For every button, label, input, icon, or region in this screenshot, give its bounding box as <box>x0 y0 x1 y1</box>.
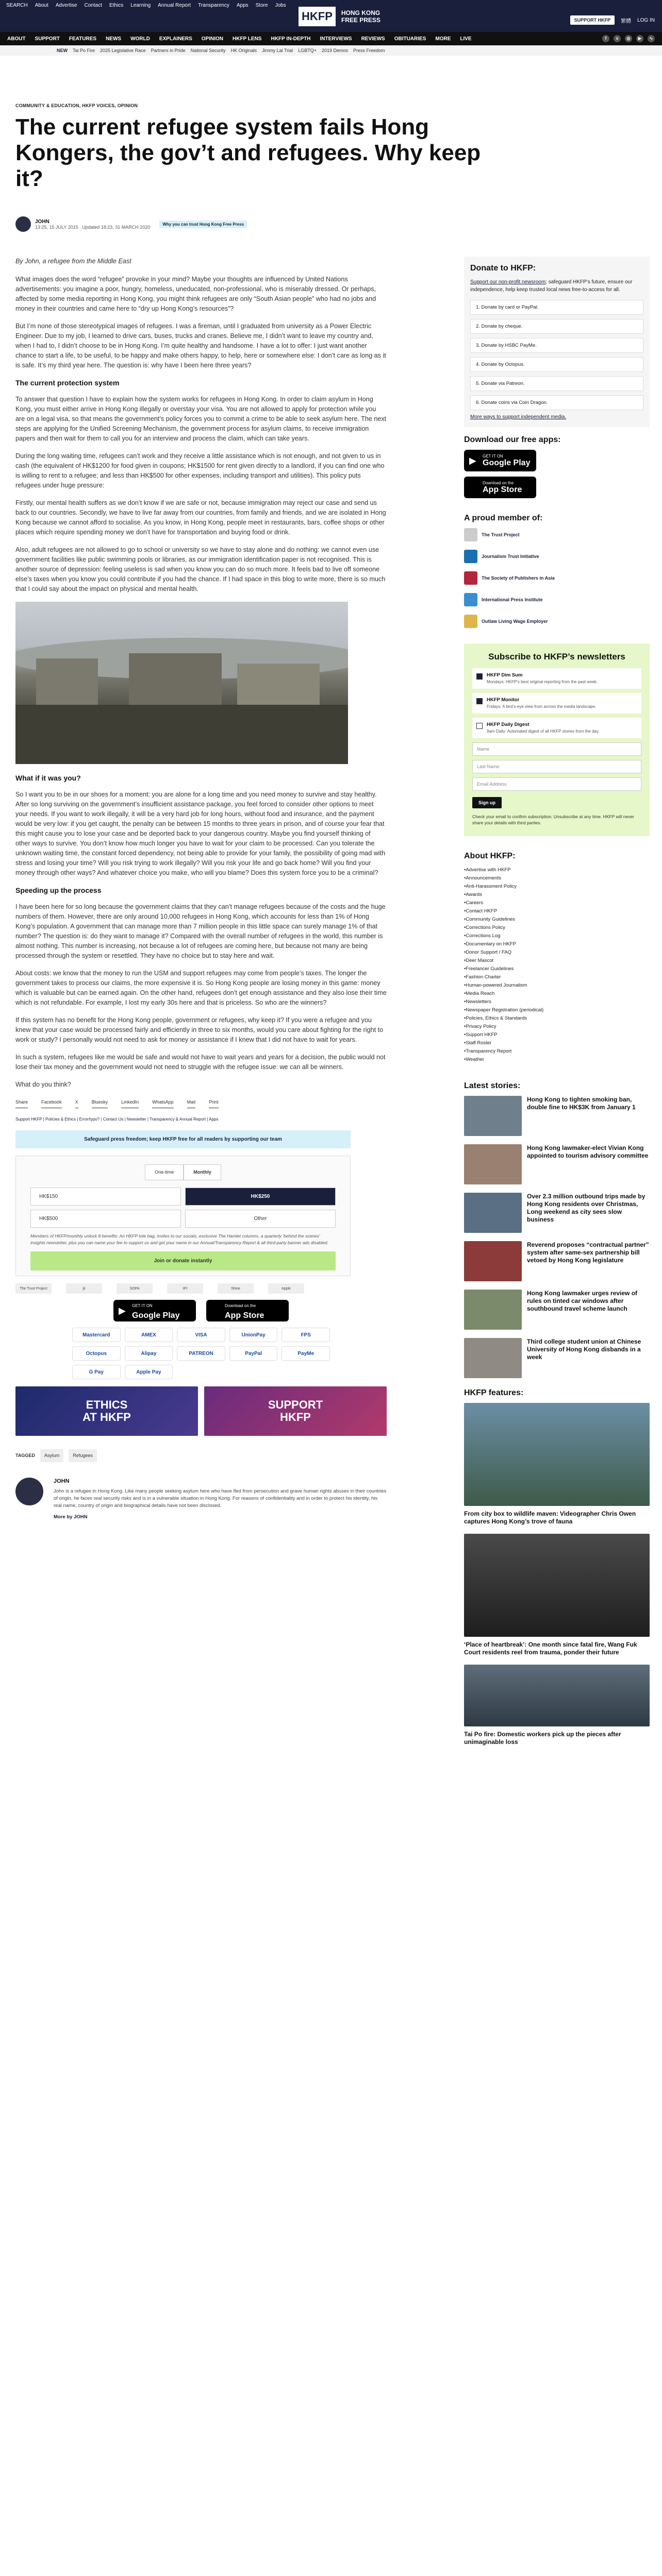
sopa-logo[interactable]: SOPA <box>117 1283 153 1294</box>
sidebar-heading: Donate to HKFP: <box>470 264 536 273</box>
share-bluesky[interactable]: Bluesky <box>92 1097 108 1108</box>
first-name-input[interactable]: Name <box>472 742 641 756</box>
payment-method[interactable]: PayMe <box>282 1346 330 1361</box>
login-link[interactable]: LOG IN <box>637 17 655 23</box>
newsletter-desc: 9am Daily: Automated digest of all HKFP stories from the day. <box>487 729 600 734</box>
sidebar-heading: Latest stories: <box>464 1081 521 1090</box>
latest-story[interactable] <box>464 1290 650 1330</box>
sidebar-app-badges <box>464 450 650 498</box>
nav-item-live[interactable]: LIVE <box>460 36 472 42</box>
promo-row <box>15 1386 387 1436</box>
frequency-toggle <box>30 1164 336 1180</box>
about-link[interactable]: • Contact HKFP <box>464 907 650 916</box>
author-avatar[interactable] <box>15 216 31 232</box>
nav-item-support[interactable]: SUPPORT <box>35 36 60 42</box>
story-headline: Hong Kong lawmaker urges review of rules on tinted car windows after southbound travel scheme launch <box>527 1290 638 1312</box>
about-link[interactable]: • Corrections Policy <box>464 924 650 932</box>
nav-item-obituaries[interactable]: OBITUARIES <box>394 36 426 42</box>
utility-link-about[interactable]: About <box>35 3 48 8</box>
payment-method[interactable]: VISA <box>177 1328 225 1342</box>
share-whatsapp[interactable]: WhatsApp <box>152 1097 174 1108</box>
publish-date: 13:25, 15 JULY 2015 <box>35 224 78 230</box>
social-icons <box>602 35 655 42</box>
donate-option[interactable]: 1. Donate by card or PayPal. <box>470 300 643 315</box>
badge-store-name: Google Play <box>132 1311 180 1320</box>
about-link[interactable]: • Human-powered Journalism <box>464 981 650 990</box>
feature-headline: From city box to wildlife maven: Videographer Chris Owen captures Hong Kong’s trove of fauna <box>464 1510 636 1525</box>
story-headline: Reverend proposes “contractual partner” system after same-sex partnership bill vetoed by Hong Kong legislature <box>527 1241 649 1264</box>
nav-item-reviews[interactable]: REVIEWS <box>361 36 385 42</box>
utility-link-advertise[interactable]: Advertise <box>55 3 77 8</box>
share-mail[interactable]: Mail <box>187 1097 196 1108</box>
language-toggle[interactable]: 繁體 <box>621 18 632 24</box>
about-link[interactable]: • Awards <box>464 891 650 899</box>
about-link[interactable]: • Policies, Ethics & Standards <box>464 1014 650 1023</box>
nav-item-more[interactable]: MORE <box>435 36 451 42</box>
share-label: Share <box>15 1097 28 1108</box>
author-box <box>15 1478 387 1521</box>
member-label: The Trust Project <box>482 532 520 537</box>
trending-item[interactable]: LGBTQ+ <box>298 48 317 53</box>
member-item[interactable] <box>464 550 650 563</box>
nav-item-in-depth[interactable]: HKFP IN-DEPTH <box>271 36 311 42</box>
member-list <box>464 528 650 628</box>
google-play-icon: ▶ <box>119 1306 126 1316</box>
app-store-badge[interactable] <box>206 1300 289 1321</box>
rss-icon[interactable]: ∿ <box>648 35 655 42</box>
nav-item-features[interactable]: FEATURES <box>69 36 97 42</box>
nav-item-interviews[interactable]: INTERVIEWS <box>320 36 352 42</box>
apple-icon <box>469 482 478 493</box>
donate-option[interactable]: 6. Donate coins via Coin Dragon. <box>470 395 643 410</box>
trending-item[interactable]: HK Originals <box>230 48 257 53</box>
trending-label: NEW <box>57 48 68 53</box>
tags-row <box>15 1449 387 1462</box>
trending-item[interactable]: Partners in Pride <box>151 48 186 53</box>
facebook-icon[interactable]: f <box>602 35 609 42</box>
hkfp-features <box>464 1388 650 1746</box>
badge-store-name: Google Play <box>483 458 531 467</box>
latest-story[interactable] <box>464 1193 650 1233</box>
about-link[interactable]: • Staff Roster <box>464 1039 650 1047</box>
about-link[interactable]: • Newspaper Registration (periodical) <box>464 1006 650 1014</box>
checkbox-checked[interactable] <box>476 673 483 680</box>
about-link[interactable]: • Newsletters <box>464 998 650 1006</box>
story-thumbnail <box>464 1193 522 1233</box>
about-link[interactable]: • Corrections Log <box>464 932 650 940</box>
utility-link-jobs[interactable]: Jobs <box>275 3 286 8</box>
paragraph: I have been here for so long because the government claims that they can’t manage refugees because of the costs and the huge numbers of them. However, there are only around 10,000 refugees in Hong Kong, which accounts for less than 1% of Hong Kong’s population. A government that can manage more than 7 million people in this little space can surely manage 1% of that number? The question is: do they want to manage it? Compared with the overall number of refugees in the world, this number is almost nothing. This number is increasing, not because a lot of refugees are coming here, but because not many are being processed through the system or resettled. They have no choice but to stay here and wait. <box>15 903 386 959</box>
header-actions <box>570 15 655 25</box>
donate-option[interactable]: 5. Donate via Patreon. <box>470 376 643 391</box>
paragraph: But I’m none of those stereotypical images of refugees. I was a fireman, until I graduated from university as a Power Electric Engineer. Due to my job, I learned to drive cars, buses, trucks and cranes. Believe me, I didn’t want to leave my country and, when I had to, I didn’t choose to be in Hong Kong. I’m quite healthy and handsome. I have a lot to offer: I just want another chance to start a life, to be useful, to be happy and make others happy, to help, here or somewhere else: I don’t care as long as it is safe. It’s my third year here. The question is: why have I been here three years? <box>15 323 386 369</box>
donate-lead <box>470 278 643 294</box>
member-item[interactable] <box>464 571 650 585</box>
newsletter-desc: Fridays: A bird’s-eye view from across the media landscape. <box>487 704 597 709</box>
share-linkedin[interactable]: LinkedIn <box>121 1097 139 1108</box>
sidebar-heading: Download our free apps: <box>464 435 561 444</box>
trending-item[interactable]: Tai Po Fire <box>73 48 95 53</box>
about-link[interactable]: • Donor Support / FAQ <box>464 948 650 957</box>
member-item[interactable] <box>464 528 650 541</box>
newsletter-heading: Subscribe to HKFP’s newsletters <box>488 652 625 662</box>
paragraph: So I want you to be in our shoes for a moment: you are alone for a long time and you need money to survive and stay healthy. After so long surviving on the government’s insufficient assistance package, you feel forced to consider other options to meet your needs. If you want to work illegally, it will be a very hard job for long hours, without food and insurance, and the payment would be very low: if you get caught, the penalty can be between 15 months to three years in prison, and of course your fear that this might cause you to lose your case and be deported back to your dangerous country. Maybe you find yourself thinking of other ways to survive. You don’t know how much longer you have to wait for your claim to be processed. Can you tolerate the unknown waiting time, the constant forced dependency, not being able to provide for your family, the possibility of going mad with stress and losing your time? Will you risk trying to work illegally? Will you risk your life and go back home? Will you find your money through other ways? And whatever choice you make, who will you blame? Does this system force you to be a criminal? <box>15 791 386 876</box>
about-link[interactable]: • Privacy Policy <box>464 1023 650 1031</box>
tag[interactable]: Refugees <box>69 1449 97 1462</box>
about-link[interactable]: • Support HKFP <box>464 1031 650 1039</box>
feature-story[interactable] <box>464 1665 650 1746</box>
feature-story[interactable] <box>464 1534 650 1656</box>
jti-icon <box>464 550 477 563</box>
safeguard-banner[interactable]: Safeguard press freedom; keep HKFP free for all readers by supporting our team <box>15 1130 351 1148</box>
author-box-name[interactable]: JOHN <box>54 1478 70 1484</box>
checkbox-checked[interactable] <box>476 698 483 704</box>
donate-widget <box>15 1156 351 1276</box>
author-bio: John is a refugee in Hong Kong. Like many people seeking asylum here who have fled from persecution and grave human rights abuses in their countries of origin, he faces real security risks and is in a vulnerable situation in Hong Kong. For reasons of confidentiality and in order to protect his identity, his real name, country of origin and biographical details have not been disclosed. <box>54 1488 387 1509</box>
share-bar <box>15 1097 387 1108</box>
living-wage-icon <box>464 615 477 628</box>
shine-logo[interactable]: Shine <box>218 1283 254 1294</box>
app-store-badge[interactable] <box>464 477 536 498</box>
logo-mark: HKFP <box>297 5 337 28</box>
member-label: The Society of Publishers in Asia <box>482 575 555 581</box>
payment-method[interactable]: Octopus <box>72 1346 121 1361</box>
badge-caption: Download on the <box>483 480 514 485</box>
sidebar-heading: HKFP features: <box>464 1388 524 1397</box>
story-thumbnail <box>464 1096 522 1136</box>
paragraph: If this system has no benefit for the Hong Kong people, government or refugees, why keep it? If you were a refugee and you knew that your case would be processed fairly and efficiently in three to six months, would you care about fighting for the right to work or study? I personally would not need to ask for money or assistance if I knew that I did not have to wait for years. <box>15 1016 384 1043</box>
instagram-icon[interactable]: ◎ <box>625 35 632 42</box>
utility-link-annual-report[interactable]: Annual Report <box>158 3 191 8</box>
story-headline: Hong Kong lawmaker-elect Vivian Kong appointed to tourism advisory committee <box>527 1144 649 1159</box>
utility-link-contact[interactable]: Contact <box>84 3 102 8</box>
paragraph: What do you think? <box>15 1081 71 1088</box>
email-input[interactable]: Email Address <box>472 777 641 791</box>
story-thumbnail <box>464 1144 522 1184</box>
amount-option[interactable]: HK$150 <box>30 1188 181 1206</box>
nav-item-world[interactable]: WORLD <box>130 36 150 42</box>
about-link[interactable]: • Announcements <box>464 874 650 883</box>
about-link[interactable]: • Media Reach <box>464 990 650 998</box>
newsletter-signup <box>464 643 650 836</box>
feature-image <box>464 1534 650 1637</box>
payment-method[interactable]: AMEX <box>125 1328 173 1342</box>
trust-project-logo[interactable]: The Trust Project <box>15 1283 52 1294</box>
about-list <box>464 866 650 1064</box>
payment-method[interactable]: PayPal <box>229 1346 278 1361</box>
member-label: Journalism Trust Initiative <box>482 554 539 559</box>
utility-link-learning[interactable]: Learning <box>130 3 151 8</box>
ethics-promo[interactable]: ETHICS AT HKFP <box>15 1386 198 1436</box>
support-hkfp-button[interactable]: SUPPORT HKFP <box>570 15 615 25</box>
about-link[interactable]: • Weather <box>464 1056 650 1064</box>
last-name-input[interactable]: Last Name <box>472 760 641 773</box>
newsletter-name: HKFP Daily Digest <box>487 722 529 727</box>
donate-lead-text: ; safeguard HKFP’s future, ensure our independence, help keep trusted local news free-to-access for all. <box>470 279 633 293</box>
ipi-icon <box>464 593 477 606</box>
newsletter-option[interactable] <box>472 668 641 689</box>
article-body <box>15 257 387 1521</box>
byline <box>15 216 247 232</box>
one-time-option[interactable]: One-time <box>145 1164 184 1180</box>
badge-caption: Download on the <box>225 1303 256 1308</box>
tag[interactable]: Asylum <box>40 1449 64 1462</box>
latest-stories <box>464 1096 650 1378</box>
payment-method[interactable]: Alipay <box>125 1346 173 1361</box>
story-thumbnail <box>464 1241 522 1281</box>
sidebar-donate <box>464 257 650 427</box>
updated-date: Updated 18:23, 31 MARCH 2020 <box>82 224 151 230</box>
section-heading: What if it was you? <box>15 774 81 782</box>
google-play-badge[interactable] <box>113 1300 196 1321</box>
member-logo-row <box>15 1283 387 1294</box>
author-avatar-large[interactable] <box>15 1478 43 1505</box>
feature-headline: ‘Place of heartbreak’: One month since fatal fire, Wang Fuk Court residents reel from trauma, ponder their future <box>464 1641 637 1656</box>
about-link[interactable]: • Anti-Harassment Policy <box>464 883 650 891</box>
newsletter-name: HKFP Dim Sum <box>487 672 523 678</box>
article-categories[interactable]: COMMUNITY & EDUCATION, HKFP VOICES, OPINION <box>15 103 138 108</box>
payment-method[interactable]: G Pay <box>72 1365 121 1379</box>
about-link[interactable]: • Community Guidelines <box>464 916 650 924</box>
story-headline: Third college student union at Chinese University of Hong Kong disbands in a week <box>527 1338 641 1361</box>
tags-label: TAGGED <box>15 1453 35 1458</box>
paragraph: Firstly, our mental health suffers as we don’t know if we are safe or not, because immigration may reject our case and send us back to our countries. Secondly, we have to live far away from our countries, from family and friends, and we are isolated in Hong Kong because we cannot afford to socialise. As you know, in Hong Kong, people meet in restaurants, bars, coffee shops or other places which require spending money we don’t have for transportation and buying food or drink. <box>15 499 386 536</box>
about-link[interactable]: • Freelancer Guidelines <box>464 965 650 973</box>
article-title: The current refugee system fails Hong Kongers, the gov’t and refugees. Why keep it? <box>15 114 481 191</box>
about-link[interactable]: • Documentary on HKFP <box>464 940 650 948</box>
story-thumbnail <box>464 1290 522 1330</box>
donate-option[interactable]: 2. Donate by cheque. <box>470 319 643 334</box>
payment-method[interactable]: Mastercard <box>72 1328 121 1342</box>
newsletter-option[interactable] <box>472 718 641 738</box>
sopa-icon <box>464 571 477 585</box>
trending-item[interactable]: Press Freedom <box>353 48 385 53</box>
checkbox[interactable] <box>476 723 483 729</box>
payment-method[interactable]: FPS <box>282 1328 330 1342</box>
paragraph: During the long waiting time, refugees can’t work and they receive a little assistance which is not enough, and not given to us in cash (the equivalent of HK$1200 for food given in coupons; HK$1500 for rent given directly to a landlord, if you can find one who is willing to rent to a refugee; and less than HK$500 for other expenses, including transport and utilities). This policy puts refugees under huge pressure: <box>15 452 385 489</box>
badge-caption: GET IT ON <box>483 453 503 459</box>
feature-story[interactable] <box>464 1403 650 1526</box>
why-trust-badge[interactable]: Why you can trust Hong Kong Free Press <box>159 221 247 228</box>
utility-links <box>6 3 286 8</box>
amount-option-selected[interactable]: HK$250 <box>185 1188 336 1206</box>
more-by-author-link[interactable]: More by JOHN <box>54 1514 88 1520</box>
app-store-badges <box>15 1300 387 1321</box>
utility-link-store[interactable]: Store <box>255 3 268 8</box>
newsletter-note: Check your email to confirm subscription. Unsubscribe at any time. HKFP will never share your details with third parties. <box>472 814 634 825</box>
trending-item[interactable]: National Security <box>190 48 226 53</box>
newsletter-name: HKFP Monitor <box>487 697 520 703</box>
support-promo[interactable]: SUPPORT HKFP <box>204 1386 387 1436</box>
nav-item-opinion[interactable]: OPINION <box>201 36 223 42</box>
latest-story[interactable] <box>464 1338 650 1378</box>
share-facebook[interactable]: Facebook <box>41 1097 62 1108</box>
feature-headline: Tai Po fire: Domestic workers pick up the pieces after unimaginable loss <box>464 1731 621 1745</box>
trending-item[interactable]: Jimmy Lai Trial <box>262 48 293 53</box>
paragraph: Also, adult refugees are not allowed to go to school or university so we have to stay alone and do nothing: we cannot even use government facilities like public swimming pools or libraries, as our immigration identification paper is not recognised. This is another source of depression: feeling useless is sad when you know you can do so much more. It feels bad to live off someone else’s taxes when you know you could contribute if you had the chance. If I had space in this blog to write more, there is so much that I could say about the impact on physical and mental health. <box>15 546 386 592</box>
story-headline: Hong Kong to tighten smoking ban, double fine to HK$3K from January 1 <box>527 1096 636 1111</box>
logo-name: HONG KONG FREE PRESS <box>337 7 394 26</box>
payment-method[interactable]: PATREON <box>177 1346 225 1361</box>
support-link[interactable]: Support our non-profit newsroom <box>470 279 546 285</box>
badge-store-name: App Store <box>225 1311 264 1320</box>
feature-image <box>464 1403 650 1506</box>
youtube-icon[interactable]: ▶ <box>636 35 643 42</box>
latest-story[interactable] <box>464 1144 650 1184</box>
donate-option[interactable]: 4. Donate by Octopus. <box>470 357 643 372</box>
section-heading: Speeding up the process <box>15 886 102 894</box>
jti-logo[interactable]: jti <box>66 1283 102 1294</box>
utility-link-apps[interactable]: Apps <box>236 3 249 8</box>
newsletter-desc: Mondays: HKFP’s best original reporting from the past week. <box>487 680 598 684</box>
paragraph: To answer that question I have to explain how the system works for refugees in Hong Kong. In order to claim asylum in Hong Kong, you must either arrive in Hong Kong illegally or overstay your visa. You are not allowed to apply for protection while you are on a legal visa, so that means the government’s policy forces you to commit a crime to be able to seek asylum here. The next steps are applying for the Unified Screening Mechanism, the government process for asylum claims, to receive immigration papers and then wait for them to call you for an interview and process the claim, which can take years. <box>15 396 387 442</box>
member-label: International Press Institute <box>482 597 543 602</box>
trust-project-icon <box>464 528 477 541</box>
newsletter-option[interactable] <box>472 693 641 714</box>
author-name[interactable]: JOHN <box>35 218 49 225</box>
share-x[interactable]: X <box>75 1097 78 1108</box>
payment-method[interactable]: UnionPay <box>229 1328 278 1342</box>
share-print[interactable]: Print <box>209 1097 219 1108</box>
section-heading: The current protection system <box>15 379 120 387</box>
trending-bar <box>0 45 662 56</box>
paragraph: What images does the word “refugee” provoke in your mind? Maybe your thoughts are influenced by United Nations advertisements: you imagine a poor, hungry, homeless, uneducated, non-professional, who is miserably dressed. Or perhaps, affected by some media reporting in Hong Kong, you might think refugees are only “South Asian people” who had no jobs and money in their countries and came here to “dry up Hong Kong’s resources”? <box>15 276 376 312</box>
member-label: Outlaw Living Wage Employer <box>482 619 548 624</box>
badge-caption: GET IT ON <box>132 1303 153 1308</box>
article-intro: By John, a refugee from the Middle East <box>15 258 131 265</box>
nav-item-hkfp-lens[interactable]: HKFP LENS <box>232 36 262 42</box>
about-link[interactable]: • Transparency Report <box>464 1047 650 1056</box>
utility-link-transparency[interactable]: Transparency <box>198 3 229 8</box>
nav-item-explainers[interactable]: EXPLAINERS <box>159 36 192 42</box>
utility-link-search[interactable]: SEARCH <box>6 3 28 8</box>
latest-story[interactable] <box>464 1241 650 1281</box>
about-link[interactable]: • Careers <box>464 899 650 907</box>
main-nav <box>0 32 662 45</box>
donate-benefits-note: Members of HKFP/monthly unlock 8 benefits: An HKFP tote bag, invites to our socials, exclusive The Hamlet columns, a quarterly 'behind the scenes' insights newsletter, plus you can name your fee to support us and get your name in our Annual/Transparency Report & all third-party banner ads disabled. <box>30 1233 328 1245</box>
sidebar-heading: A proud member of: <box>464 514 543 522</box>
story-thumbnail <box>464 1338 522 1378</box>
amount-option[interactable]: HK$500 <box>30 1210 181 1228</box>
badge-store-name: App Store <box>483 485 522 494</box>
payment-method[interactable]: Apple Pay <box>125 1365 173 1379</box>
nav-item-about[interactable]: ABOUT <box>7 36 26 42</box>
nav-item-news[interactable]: NEWS <box>106 36 122 42</box>
more-ways-link[interactable]: More ways to support independent media. <box>470 414 567 420</box>
monthly-option[interactable]: Monthly <box>184 1164 221 1180</box>
about-link[interactable]: • Deer Mascot <box>464 957 650 965</box>
paragraph: About costs: we know that the money to run the USM and support refugees may come from people’s taxes. The longer the government takes to process our claims, the more expensive it is. So Hong Kong people are losing money in this game: money which is valuable but can be earned again. On the other hand, refugees don’t get enough assistance and they also lose their time which is not refundable. For example, I lost my early 30s here and that is priceless. So who are the winners? <box>15 970 387 1006</box>
member-item[interactable] <box>464 593 650 606</box>
donate-option[interactable]: 3. Donate by HSBC PayMe. <box>470 338 643 353</box>
ipi-logo[interactable]: IPI <box>167 1283 203 1294</box>
article-photo <box>15 602 348 764</box>
apple-icon <box>211 1306 221 1316</box>
story-headline: Over 2.3 million outbound trips made by Hong Kong residents over Christmas, Long weekend as city sees slow business <box>527 1193 646 1223</box>
member-item[interactable] <box>464 615 650 628</box>
sidebar <box>464 257 650 1754</box>
paragraph: In such a system, refugees like me would be safe and would not have to wait years and years for a decision, the public would not lose their tax money and the government would not need to struggle with the refugee issue: we can all be winners. <box>15 1054 386 1071</box>
x-icon[interactable]: x <box>614 35 621 42</box>
footer-links[interactable]: Support HKFP | Policies & Ethics | Error/typo? | Contact Us | Newsletter | Transparency & Annual Report | Apps <box>15 1117 219 1122</box>
sidebar-heading: About HKFP: <box>464 852 516 860</box>
signup-button[interactable]: Sign up <box>472 797 502 808</box>
about-link[interactable]: • Advertise with HKFP <box>464 866 650 874</box>
about-link[interactable]: • Fashion Charter <box>464 973 650 981</box>
amount-other[interactable]: Other <box>185 1210 336 1228</box>
feature-image <box>464 1665 650 1726</box>
trending-item[interactable]: 2025 Legislative Race <box>100 48 146 53</box>
join-donate-button[interactable]: Join or donate instantly <box>30 1251 336 1270</box>
amount-options <box>30 1188 336 1228</box>
google-play-icon: ▶ <box>469 455 476 466</box>
trending-item[interactable]: 2019 Demos <box>321 48 348 53</box>
payment-methods <box>72 1328 330 1379</box>
latest-story[interactable] <box>464 1096 650 1136</box>
google-play-badge[interactable] <box>464 450 536 471</box>
apple-logo[interactable]: Apple <box>268 1283 304 1294</box>
hkfp-logo[interactable] <box>297 1 394 32</box>
utility-link-ethics[interactable]: Ethics <box>109 3 124 8</box>
